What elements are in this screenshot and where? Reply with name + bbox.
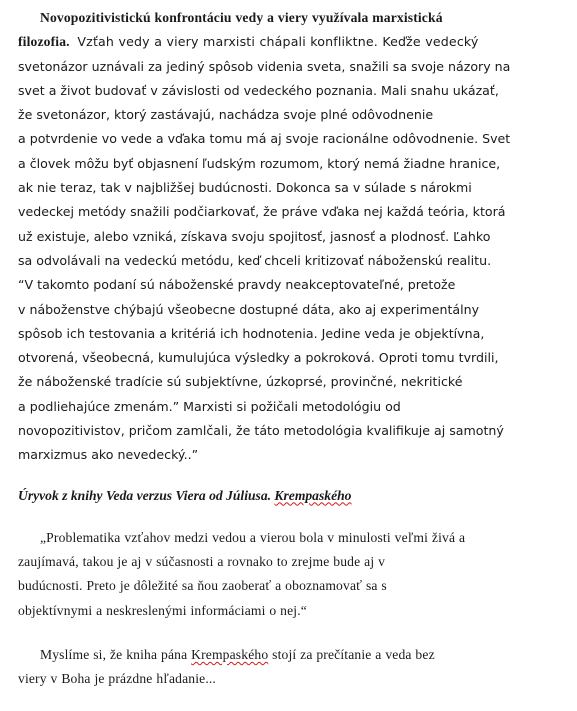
paragraph-lead-line: Novopozitivistickú konfrontáciu vedy a viery využívala marxistická	[40, 10, 443, 25]
quote-line: marxizmus ako nevedecký..”	[18, 447, 199, 463]
paragraph-line: sa odvolávali na vedeckú metódu, keď chceli kritizovať náboženskú realitu.	[18, 252, 492, 268]
quote-line: novopozitivistov, pričom zamlčali, že táto metodológia kvalifikuje aj samotný	[18, 423, 504, 439]
source-heading-text: Úryvok z knihy Veda verzus Viera od Júliusa.	[18, 487, 275, 503]
conclusion-author: Krempaského	[191, 646, 269, 662]
document-page	[18, 6, 565, 691]
conclusion-text: Myslíme si, že kniha pána	[40, 646, 192, 662]
paragraph-line: už existuje, alebo vzniká, získava svoju spojitosť, jasnosť a plodnosť. Ľahko	[18, 228, 491, 244]
conclusion-text: stojí za prečítanie a veda bez	[268, 646, 435, 662]
quote-line: “V takomto podaní sú náboženské pravdy neakceptovateľné, pretože	[18, 277, 456, 293]
paragraph-line: svet a život budovať v závislosti od vedeckého poznania. Mali snahu ukázať,	[18, 82, 499, 98]
paragraph-text: Vzťah vedy a viery marxisti chápali konfliktne. Keďže vedecký	[77, 34, 479, 50]
paragraph-quote-krempasky	[18, 526, 565, 623]
paragraph-line	[18, 643, 565, 667]
paragraph-line: a človek môžu byť objasnení ľudským rozumom, ktorý nemá žiadne hranice,	[18, 155, 501, 171]
paragraph-line	[18, 30, 565, 54]
paragraph-marxist-philosophy	[18, 6, 565, 468]
quote-line: v náboženstve chýbajú všeobecne dostupné dáta, ako aj experimentálny	[18, 301, 480, 317]
paragraph-line: svetonázor uznávali za jediný spôsob videnia sveta, snažili sa svoje názory na	[18, 58, 511, 74]
paragraph-line: viery v Boha je prázdne hľadanie...	[18, 671, 216, 687]
quote-line: otvorená, všeobecná, kumulujúca výsledky a pokroková. Oproti tomu tvrdili,	[18, 350, 499, 366]
quote-line: spôsob ich testovania a kritériá ich hodnotenia. Jedine veda je objektívna,	[18, 325, 485, 341]
paragraph-line: budúcnosti. Preto je dôležité sa ňou zaoberať a oboznamovať sa s	[18, 578, 387, 594]
paragraph-line: že svetonázor, ktorý zastávajú, nachádza svoje plné odôvodnenie	[18, 107, 434, 123]
paragraph-line: ak nie teraz, tak v najbližšej budúcnosti. Dokonca sa v súlade s nárokmi	[18, 180, 472, 196]
source-heading	[18, 484, 565, 508]
paragraph-lead-word: filozofia.	[18, 34, 70, 50]
source-heading-author: Krempaského	[274, 487, 352, 503]
paragraph-line: „Problematika vzťahov medzi vedou a vierou bola v minulosti veľmi živá a	[40, 529, 466, 545]
paragraph-line: objektívnymi a neskreslenými informáciami o nej.“	[18, 602, 307, 618]
quote-line: a podliehajúce zmenám.” Marxisti si požičali metodológiu od	[18, 398, 401, 414]
paragraph-line: a potvrdenie vo vede a vďaka tomu má aj svoje racionálne odôvodnenie. Svet	[18, 131, 511, 147]
paragraph-conclusion	[18, 643, 565, 692]
paragraph-line: vedeckej metódy snažili podčiarkovať, že práve vďaka nej každá teória, ktorá	[18, 204, 506, 220]
quote-line: že náboženské tradície sú subjektívne, úzkoprsé, provinčné, nekritické	[18, 374, 463, 390]
paragraph-line: zaujímavá, takou je aj v súčasnosti a rovnako to zrejme bude aj v	[18, 553, 386, 569]
